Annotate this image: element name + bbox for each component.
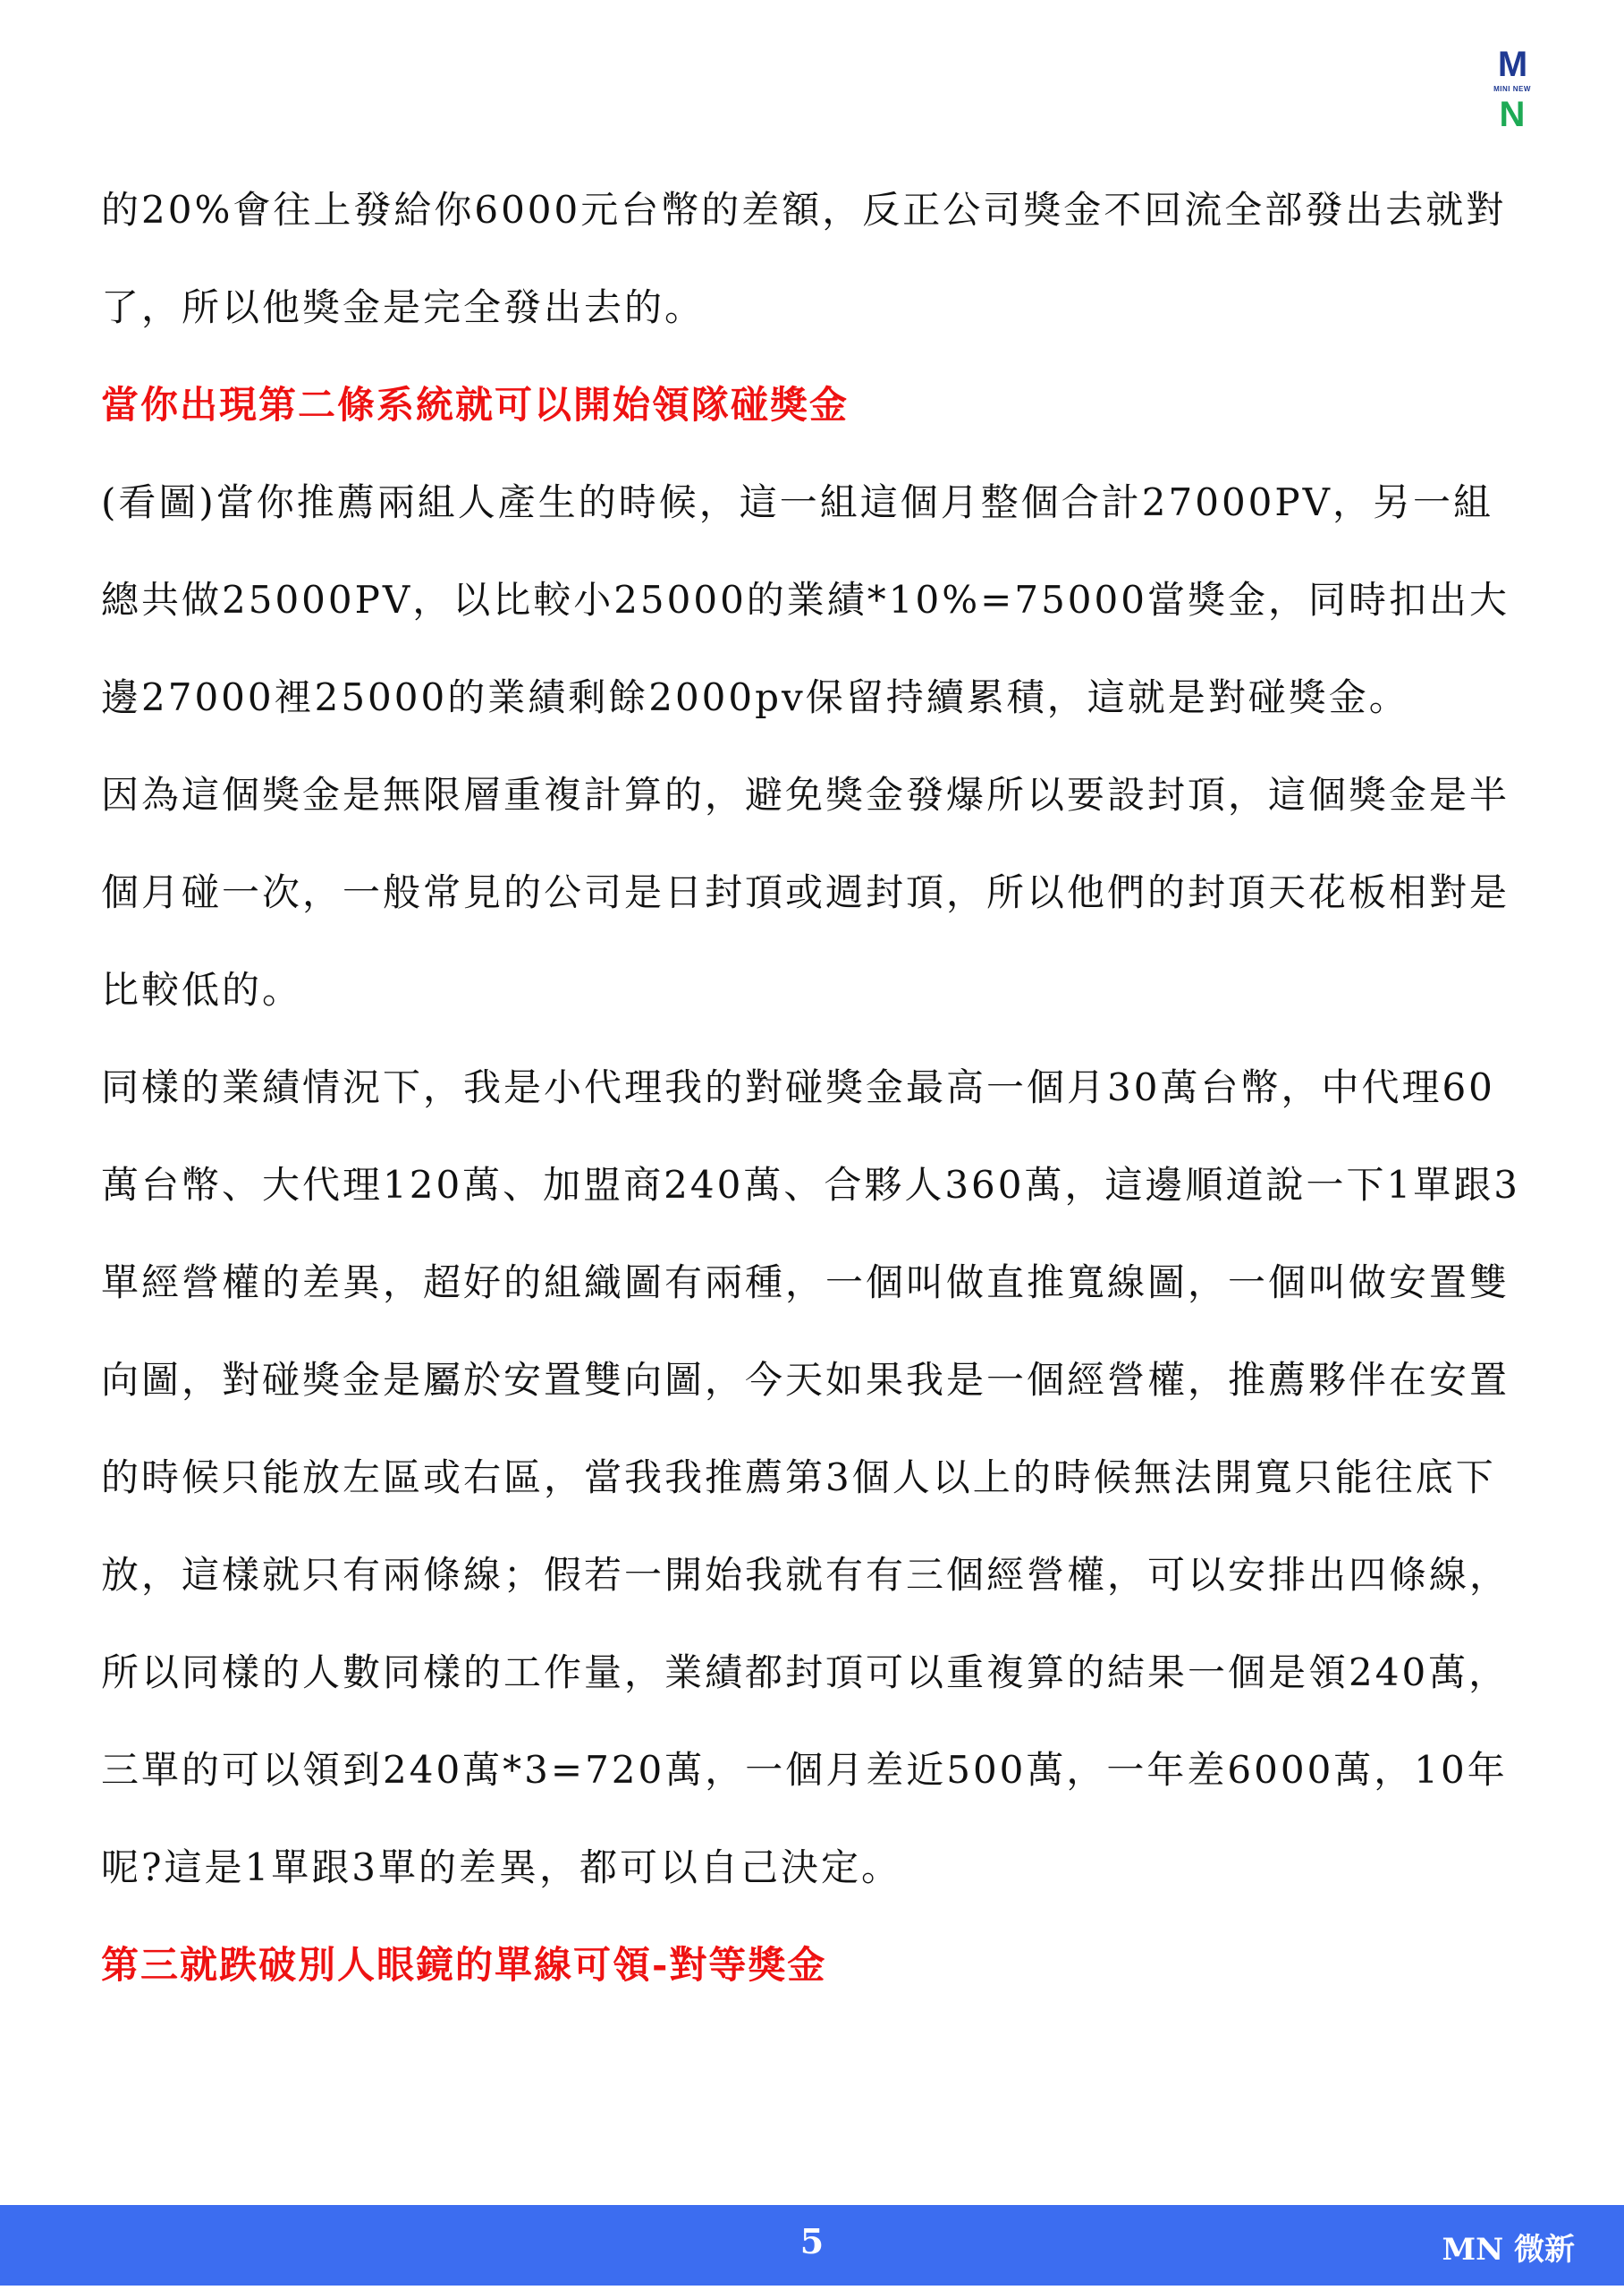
paragraph-bonus-difference: 的20%會往上發給你6000元台幣的差額，反正公司獎金不回流全部發出去就對了，所以他獎金是完全發出去的。 bbox=[101, 188, 1507, 329]
footer-brand: MN 微新 bbox=[1442, 2232, 1575, 2268]
paragraph-single-vs-three: 同樣的業績情況下，我是小代理我的對碰獎金最高一個月30萬台幣，中代理60萬台幣、大代理120萬、加盟商240萬、合夥人360萬，這邊順道說一下1單跟3單經營權的差異，超好的組織圖有兩種，一個叫做直推寬線圖，一個叫做安置雙向圖，對碰獎金是屬於安置雙向圖，今天如果我是一個經營權，推薦夥伴在安置的時候只能放左區或右區，當我我推薦第3個人以上的時候無法開寬只能往底下放，這樣就只有兩條線；假若一開始我就有有三個經營權，可以安排出四條線，所以同樣的人數同樣的工作量，業績都封頂可以重複算的結果一個是領240萬，三單的可以領到240萬*3=720萬，一個月差近500萬，一年差6000萬，10年呢?這是1單跟3單的差異，都可以自己決定。 bbox=[101, 1065, 1520, 1889]
logo-wordmark: MINI NEW bbox=[1493, 85, 1531, 93]
heading-matching-bonus: 第三就跌破別人眼鏡的單線可領-對等獎金 bbox=[101, 1943, 827, 1987]
paragraph-bonus-cap: 因為這個獎金是無限層重複計算的，避免獎金發爆所以要設封頂，這個獎金是半個月碰一次，一般常見的公司是日封頂或週封頂，所以他們的封頂天花板相對是比較低的。 bbox=[101, 773, 1510, 1012]
page-number: 5 bbox=[799, 2221, 825, 2261]
logo-n-letter: N bbox=[1499, 95, 1526, 134]
footer-bar bbox=[0, 2205, 1624, 2286]
paragraph-pairing-bonus: (看圖)當你推薦兩組人產生的時候，這一組這個月整個合計27000PV，另一組總共做25000PV，以比較小25000的業績*10%=75000當獎金，同時扣出大邊27000裡25000的業績剩餘2000pv保留持續累積，這就是對碰獎金。 bbox=[101, 480, 1510, 719]
brand-logo bbox=[1485, 47, 1539, 132]
heading-second-system: 當你出現第二條系統就可以開始領隊碰獎金 bbox=[101, 383, 850, 427]
logo-m-letter: M bbox=[1497, 45, 1527, 84]
document-body bbox=[101, 161, 1523, 2014]
